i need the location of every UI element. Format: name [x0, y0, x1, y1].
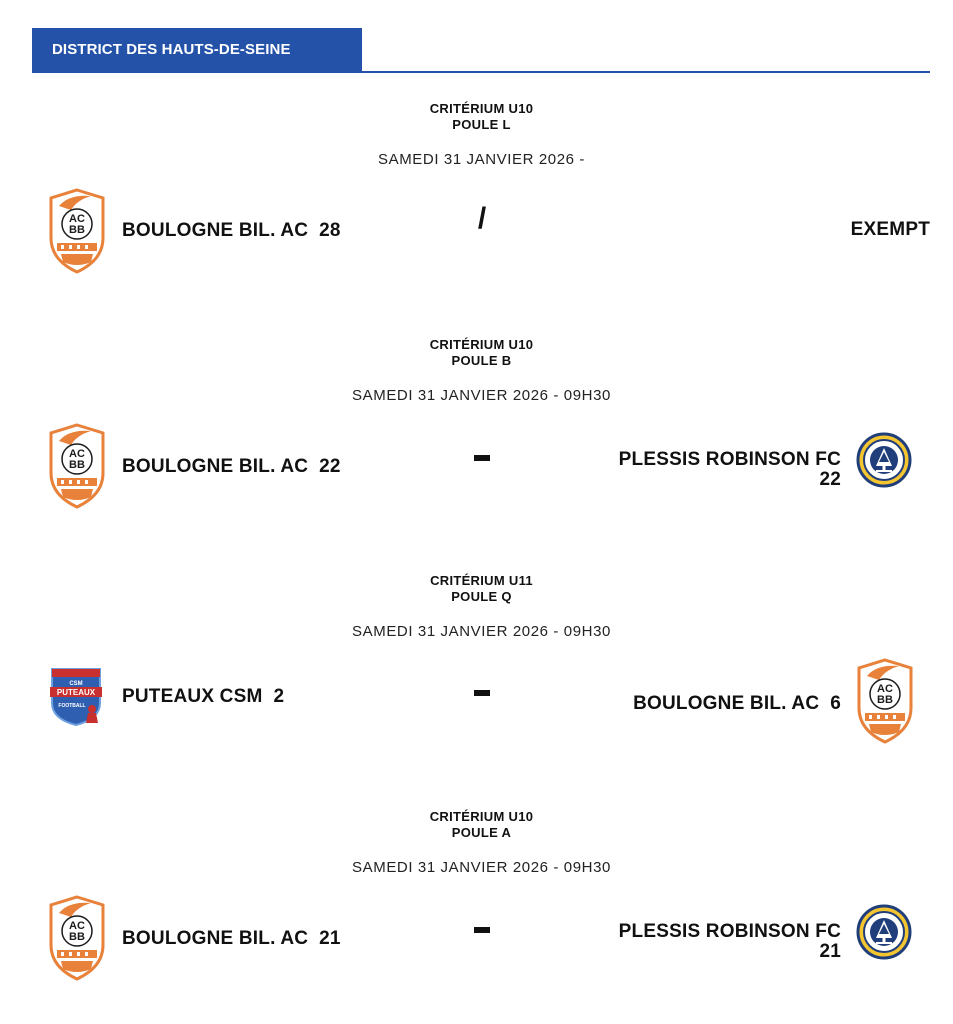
away-team [851, 220, 930, 240]
plessis-robinson-crest-icon[interactable] [856, 904, 912, 960]
away-team-score: 22 [819, 469, 841, 490]
match-date: SAMEDI 31 JANVIER 2026 - 09H30 [352, 387, 611, 404]
score-separator-dash [474, 927, 490, 933]
match-card[interactable] [0, 100, 953, 300]
plessis-robinson-crest-icon[interactable] [856, 432, 912, 488]
home-team[interactable] [122, 220, 341, 242]
away-team-name: BOULOGNE BIL. AC [633, 693, 820, 714]
competition-name: CRITÉRIUM U10 [429, 809, 534, 824]
group-name: POULE Q [451, 589, 512, 604]
puteaux-csm-crest-icon[interactable] [46, 663, 106, 727]
home-team-name: BOULOGNE BIL. AC [122, 220, 309, 241]
score-separator-dash [474, 690, 490, 696]
group-name: POULE B [451, 353, 512, 368]
away-team-name: EXEMPT [850, 219, 930, 240]
match-date: SAMEDI 31 JANVIER 2026 - 09H30 [352, 859, 611, 876]
competition-name: CRITÉRIUM U10 [429, 101, 534, 116]
score-separator-dash [474, 455, 490, 461]
match-card[interactable] [0, 336, 953, 536]
away-team[interactable] [633, 694, 841, 714]
acbb-crest-icon[interactable] [46, 188, 108, 274]
home-team-score: 2 [273, 686, 285, 707]
away-team[interactable] [619, 450, 841, 490]
district-tab[interactable]: DISTRICT DES HAUTS-DE-SEINE [32, 28, 362, 71]
competition-label [0, 573, 953, 605]
home-team[interactable] [122, 928, 341, 950]
home-team-score: 22 [319, 456, 341, 477]
group-name: POULE L [452, 117, 511, 132]
home-team[interactable] [122, 686, 284, 708]
home-team-name: BOULOGNE BIL. AC [122, 928, 309, 949]
away-team-score: 21 [819, 941, 841, 962]
competition-label [0, 337, 953, 369]
match-date: SAMEDI 31 JANVIER 2026 - 09H30 [352, 623, 611, 640]
group-name: POULE A [451, 825, 512, 840]
competition-label [0, 101, 953, 133]
acbb-crest-icon[interactable] [854, 658, 916, 744]
competition-name: CRITÉRIUM U11 [430, 573, 533, 588]
competition-name: CRITÉRIUM U10 [429, 337, 534, 352]
match-card[interactable] [0, 572, 953, 772]
home-team-score: 21 [319, 928, 341, 949]
home-team[interactable] [122, 456, 341, 478]
competition-label [0, 809, 953, 841]
acbb-crest-icon[interactable] [46, 423, 108, 509]
away-team[interactable] [619, 922, 841, 962]
match-date: SAMEDI 31 JANVIER 2026 - [378, 151, 585, 168]
home-team-name: PUTEAUX CSM [122, 686, 263, 707]
district-header [32, 28, 930, 73]
match-card[interactable] [0, 808, 953, 1008]
away-team-score: 6 [830, 693, 841, 714]
acbb-crest-icon[interactable] [46, 895, 108, 981]
home-team-score: 28 [319, 220, 341, 241]
score-separator: / [477, 202, 487, 235]
away-team-name: PLESSIS ROBINSON FC [618, 449, 841, 470]
home-team-name: BOULOGNE BIL. AC [122, 456, 309, 477]
away-team-name: PLESSIS ROBINSON FC [618, 921, 841, 942]
